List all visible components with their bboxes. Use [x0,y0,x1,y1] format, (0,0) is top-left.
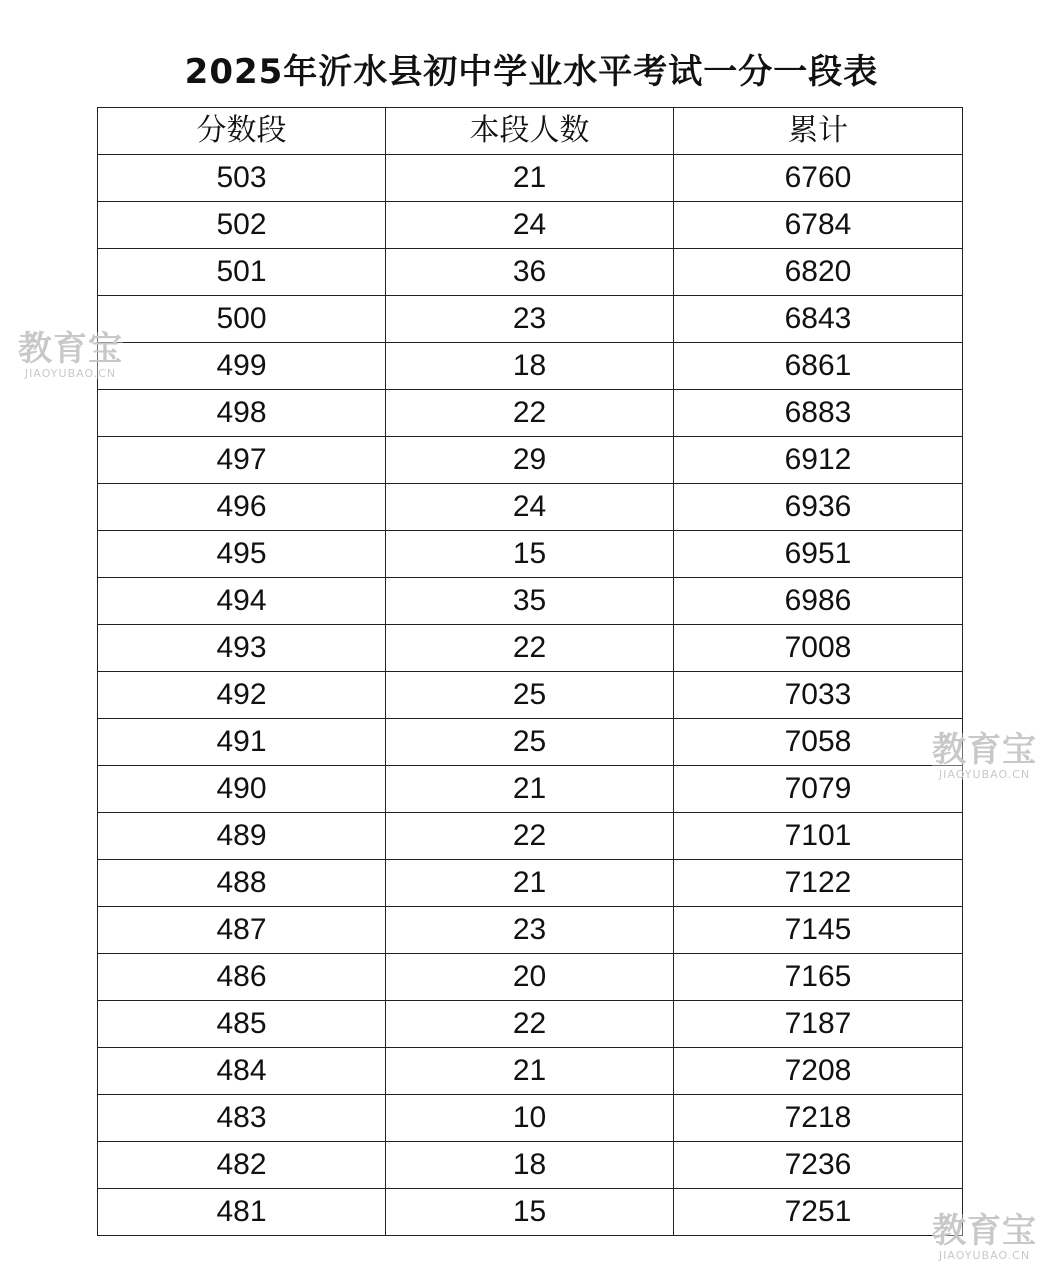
cumulative-cell: 6936 [674,484,963,531]
score-cell: 490 [98,766,386,813]
score-cell: 487 [98,907,386,954]
count-cell: 15 [386,1189,674,1236]
watermark-domain: JIAOYUBAO.CN [938,768,1031,781]
cumulative-cell: 6861 [674,343,963,390]
count-cell: 22 [386,813,674,860]
table-row [98,625,963,672]
cumulative-cell: 7236 [674,1142,963,1189]
cumulative-cell: 6843 [674,296,963,343]
score-cell: 500 [98,296,386,343]
count-cell: 25 [386,672,674,719]
watermark-logo [932,730,1037,781]
score-cell: 492 [98,672,386,719]
cumulative-cell: 6883 [674,390,963,437]
header-cumulative: 累计 [674,108,963,155]
count-cell: 22 [386,625,674,672]
count-cell: 35 [386,578,674,625]
table-row [98,813,963,860]
score-cell: 495 [98,531,386,578]
score-cell: 503 [98,155,386,202]
count-cell: 22 [386,390,674,437]
cumulative-cell: 7033 [674,672,963,719]
table-row [98,437,963,484]
score-cell: 498 [98,390,386,437]
cumulative-cell: 7058 [674,719,963,766]
score-cell: 484 [98,1048,386,1095]
watermark-text: 教育宝 [932,730,1037,770]
cumulative-cell: 7165 [674,954,963,1001]
count-cell: 23 [386,907,674,954]
table-header-row [98,108,963,155]
count-cell: 36 [386,249,674,296]
table-row [98,766,963,813]
count-cell: 24 [386,202,674,249]
table-row [98,1189,963,1236]
count-cell: 29 [386,437,674,484]
table-row [98,390,963,437]
watermark-text: 教育宝 [18,329,123,369]
cumulative-cell: 6784 [674,202,963,249]
header-score-segment: 分数段 [98,108,386,155]
watermark-domain: JIAOYUBAO.CN [24,367,117,380]
score-cell: 486 [98,954,386,1001]
count-cell: 18 [386,343,674,390]
table-row [98,1048,963,1095]
count-cell: 15 [386,531,674,578]
count-cell: 22 [386,1001,674,1048]
table-row [98,531,963,578]
table-row [98,1142,963,1189]
cumulative-cell: 7079 [674,766,963,813]
cumulative-cell: 7145 [674,907,963,954]
score-table [97,107,963,1236]
watermark-domain: JIAOYUBAO.CN [938,1249,1031,1262]
cumulative-cell: 6912 [674,437,963,484]
table-row [98,202,963,249]
score-cell: 499 [98,343,386,390]
score-cell: 502 [98,202,386,249]
cumulative-cell: 7208 [674,1048,963,1095]
watermark-logo [18,329,123,380]
cumulative-cell: 7187 [674,1001,963,1048]
score-cell: 481 [98,1189,386,1236]
count-cell: 21 [386,860,674,907]
table-row [98,155,963,202]
table-row [98,1095,963,1142]
cumulative-cell: 7008 [674,625,963,672]
table-row [98,860,963,907]
table-row [98,1001,963,1048]
table-row [98,578,963,625]
cumulative-cell: 6760 [674,155,963,202]
watermark-logo [932,1211,1037,1262]
count-cell: 24 [386,484,674,531]
table-row [98,343,963,390]
watermark-text: 教育宝 [932,1211,1037,1251]
cumulative-cell: 7218 [674,1095,963,1142]
score-cell: 496 [98,484,386,531]
score-cell: 482 [98,1142,386,1189]
score-cell: 483 [98,1095,386,1142]
score-cell: 497 [98,437,386,484]
cumulative-cell: 6951 [674,531,963,578]
score-cell: 491 [98,719,386,766]
cumulative-cell: 7122 [674,860,963,907]
table-row [98,672,963,719]
header-segment-count: 本段人数 [386,108,674,155]
page-title: 2025年沂水县初中学业水平考试一分一段表 [184,52,879,92]
score-cell: 493 [98,625,386,672]
cumulative-cell: 6820 [674,249,963,296]
score-cell: 489 [98,813,386,860]
count-cell: 25 [386,719,674,766]
count-cell: 21 [386,766,674,813]
count-cell: 21 [386,155,674,202]
cumulative-cell: 7251 [674,1189,963,1236]
table-row [98,907,963,954]
count-cell: 23 [386,296,674,343]
count-cell: 10 [386,1095,674,1142]
score-cell: 488 [98,860,386,907]
cumulative-cell: 7101 [674,813,963,860]
cumulative-cell: 6986 [674,578,963,625]
score-cell: 501 [98,249,386,296]
score-cell: 485 [98,1001,386,1048]
score-cell: 494 [98,578,386,625]
table-row [98,249,963,296]
table-row [98,719,963,766]
table-row [98,296,963,343]
count-cell: 18 [386,1142,674,1189]
table-row [98,954,963,1001]
count-cell: 20 [386,954,674,1001]
table-row [98,484,963,531]
count-cell: 21 [386,1048,674,1095]
